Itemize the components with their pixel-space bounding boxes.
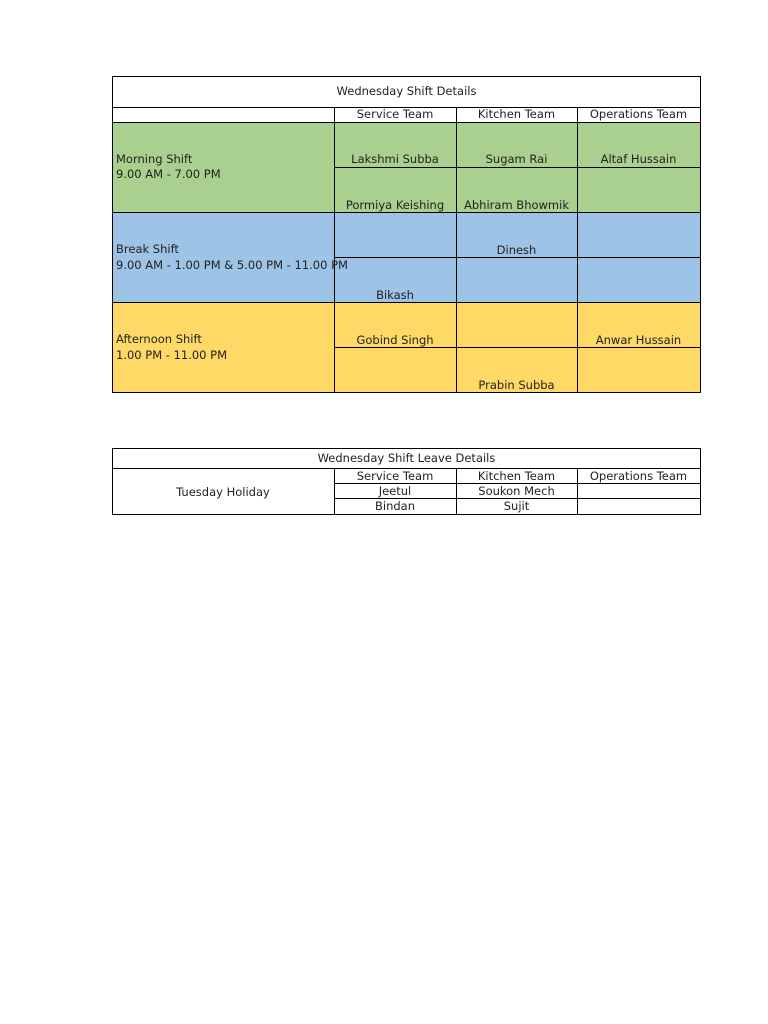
leave-kitchen-1: Soukon Mech xyxy=(478,484,555,498)
leave-service-2: Bindan xyxy=(374,499,415,513)
break-shift-label: Break Shift xyxy=(116,242,179,256)
afternoon-kitchen-2: Prabin Subba xyxy=(478,378,555,392)
afternoon-shift-label: Afternoon Shift xyxy=(116,332,202,346)
morning-service-2: Pormiya Keishing xyxy=(345,198,445,212)
morning-shift-label: Morning Shift xyxy=(116,152,193,166)
leave-table-title: Wednesday Shift Leave Details xyxy=(317,451,496,465)
shift-table-title: Wednesday Shift Details xyxy=(336,84,477,98)
morning-kitchen-1: Sugam Rai xyxy=(485,152,548,166)
morning-service-1: Lakshmi Subba xyxy=(351,152,439,166)
leave-header-operations-team: Operations Team xyxy=(589,469,688,483)
break-kitchen-1: Dinesh xyxy=(496,243,537,257)
leave-kitchen-2: Sujit xyxy=(503,499,530,513)
afternoon-operations-1: Anwar Hussain xyxy=(595,333,682,347)
morning-operations-1: Altaf Hussain xyxy=(600,152,677,166)
break-shift-time: 9.00 AM - 1.00 PM & 5.00 PM - 11.00 PM xyxy=(116,258,348,272)
leave-service-1: Jeetul xyxy=(378,484,412,498)
afternoon-shift-time: 1.00 PM - 11.00 PM xyxy=(116,348,228,362)
break-service-2: Bikash xyxy=(376,288,414,302)
morning-kitchen-2: Abhiram Bhowmik xyxy=(464,198,569,212)
leave-header-kitchen-team: Kitchen Team xyxy=(477,469,556,483)
column-header-kitchen-team: Kitchen Team xyxy=(477,107,556,121)
afternoon-service-1: Gobind Singh xyxy=(356,333,434,347)
morning-shift-time: 9.00 AM - 7.00 PM xyxy=(116,167,221,181)
leave-header-service-team: Service Team xyxy=(356,469,434,483)
leave-row-label: Tuesday Holiday xyxy=(176,485,270,499)
column-header-service-team: Service Team xyxy=(356,107,434,121)
column-header-operations-team: Operations Team xyxy=(589,107,688,121)
